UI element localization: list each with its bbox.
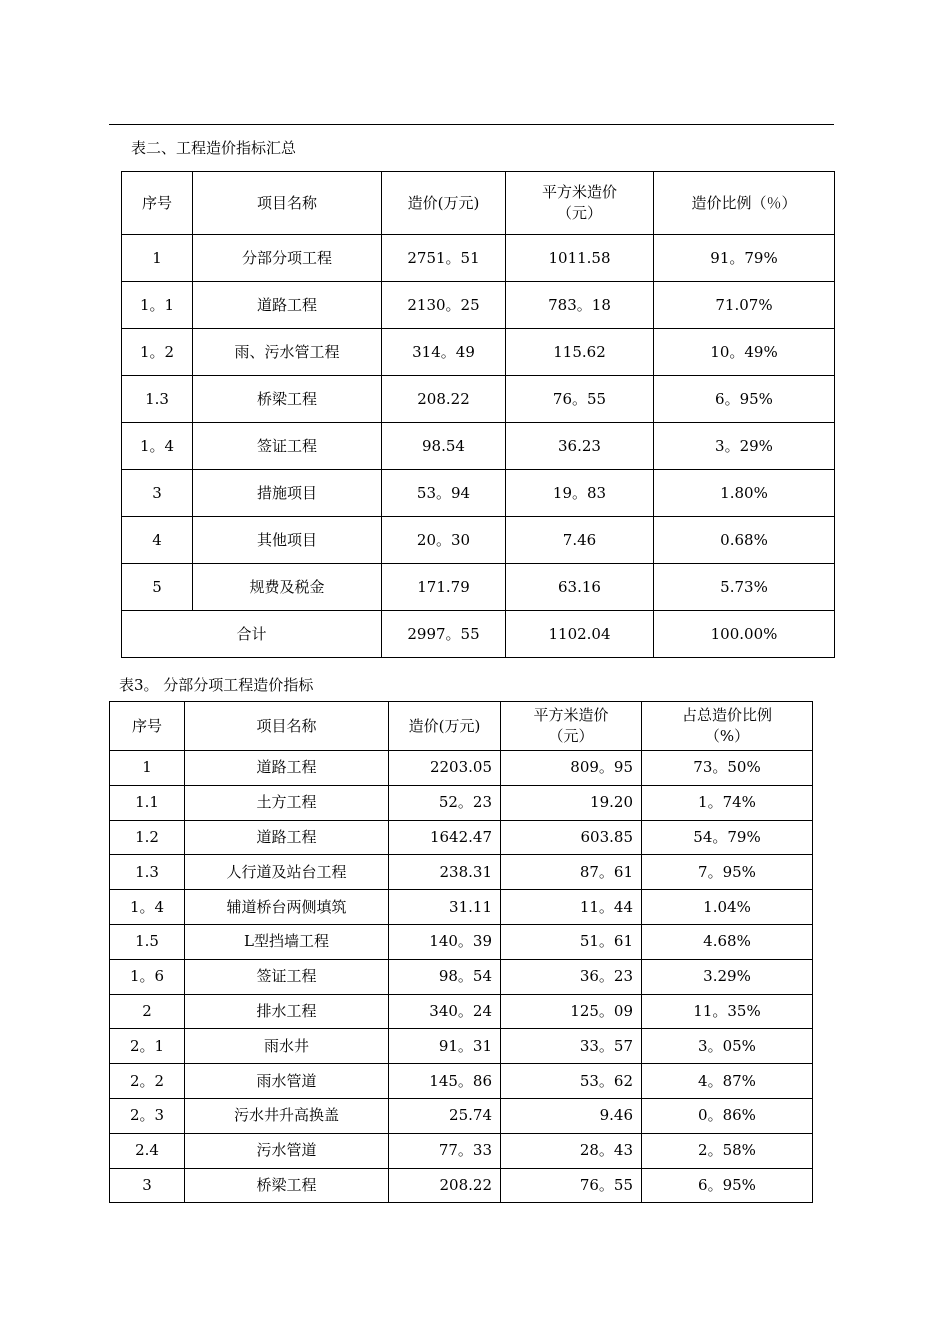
table-row <box>122 282 835 329</box>
table1-caption: 表二、工程造价指标汇总 <box>131 139 297 157</box>
cell-cost: 20。30 <box>382 517 506 564</box>
cell-ratio: 73。50% <box>642 751 813 786</box>
table-total-row <box>122 611 835 658</box>
cell-item-name: 雨水管道 <box>185 1064 389 1099</box>
cell-unit-cost: 783。18 <box>506 282 654 329</box>
cell-index: 1.1 <box>110 785 185 820</box>
cell-unit-cost: 51。61 <box>501 924 642 959</box>
cell-cost: 208.22 <box>382 376 506 423</box>
col-header-unit-cost: 平方米造价 （元） <box>501 702 642 751</box>
table-row <box>110 1168 813 1203</box>
cell-index: 1。6 <box>110 959 185 994</box>
table-row <box>122 564 835 611</box>
cell-index: 2。1 <box>110 1029 185 1064</box>
col-header-item-name: 项目名称 <box>193 172 382 235</box>
cell-unit-cost: 36。23 <box>501 959 642 994</box>
cell-item-name: 道路工程 <box>185 820 389 855</box>
cell-ratio: 3。29% <box>654 423 835 470</box>
cell-item-name: 规费及税金 <box>193 564 382 611</box>
table-row <box>122 235 835 282</box>
table-row <box>110 855 813 890</box>
table-header-row <box>110 702 813 751</box>
cell-unit-cost: 19.20 <box>501 785 642 820</box>
col-header-share-ratio: 占总造价比例 （%） <box>642 702 813 751</box>
cell-unit-cost: 36.23 <box>506 423 654 470</box>
cell-index: 3 <box>122 470 193 517</box>
cell-item-name: 雨水井 <box>185 1029 389 1064</box>
cell-cost: 98.54 <box>382 423 506 470</box>
cell-ratio: 54。79% <box>642 820 813 855</box>
cell-index: 1 <box>122 235 193 282</box>
table-row <box>110 1064 813 1099</box>
cell-unit-cost: 76。55 <box>501 1168 642 1203</box>
cell-ratio: 2。58% <box>642 1133 813 1168</box>
table-row <box>110 1029 813 1064</box>
table-row <box>122 376 835 423</box>
cell-index: 1.5 <box>110 924 185 959</box>
table-row <box>110 994 813 1029</box>
cell-unit-cost: 63.16 <box>506 564 654 611</box>
cell-ratio: 91。79% <box>654 235 835 282</box>
table-row <box>110 785 813 820</box>
table-row <box>110 959 813 994</box>
cell-ratio: 0。86% <box>642 1098 813 1133</box>
sub-item-cost-index-table <box>109 701 813 1203</box>
cell-unit-cost: 33。57 <box>501 1029 642 1064</box>
cell-index: 3 <box>110 1168 185 1203</box>
cell-unit-cost: 115.62 <box>506 329 654 376</box>
table-row <box>122 423 835 470</box>
cell-index: 1 <box>110 751 185 786</box>
cell-unit-cost: 76。55 <box>506 376 654 423</box>
col-header-item-name: 项目名称 <box>185 702 389 751</box>
cell-index: 1.3 <box>110 855 185 890</box>
cell-unit-cost: 53。62 <box>501 1064 642 1099</box>
table-row <box>110 1098 813 1133</box>
table-row <box>110 924 813 959</box>
table-row <box>110 890 813 925</box>
cell-ratio: 10。49% <box>654 329 835 376</box>
cell-cost: 31.11 <box>389 890 501 925</box>
cell-item-name: 排水工程 <box>185 994 389 1029</box>
cell-unit-cost: 11。44 <box>501 890 642 925</box>
cell-ratio: 4.68% <box>642 924 813 959</box>
col-header-cost: 造价(万元) <box>389 702 501 751</box>
cell-cost: 91。31 <box>389 1029 501 1064</box>
cell-cost: 340。24 <box>389 994 501 1029</box>
cell-index: 1。4 <box>110 890 185 925</box>
cell-ratio: 6。95% <box>642 1168 813 1203</box>
cost-index-summary-table <box>121 171 835 658</box>
cell-cost: 2130。25 <box>382 282 506 329</box>
cell-unit-cost: 1011.58 <box>506 235 654 282</box>
cell-cost: 2203.05 <box>389 751 501 786</box>
cell-unit-cost: 603.85 <box>501 820 642 855</box>
col-header-ratio: 造价比例（％） <box>654 172 835 235</box>
total-unit-cost: 1102.04 <box>506 611 654 658</box>
cell-unit-cost: 9.46 <box>501 1098 642 1133</box>
table-row <box>110 751 813 786</box>
col-header-index: 序号 <box>122 172 193 235</box>
cell-item-name: 道路工程 <box>193 282 382 329</box>
cell-item-name: 签证工程 <box>185 959 389 994</box>
cell-item-name: 土方工程 <box>185 785 389 820</box>
cell-index: 1.3 <box>122 376 193 423</box>
cell-index: 5 <box>122 564 193 611</box>
table-row <box>122 517 835 564</box>
cell-unit-cost: 809。95 <box>501 751 642 786</box>
cell-ratio: 6。95% <box>654 376 835 423</box>
cell-index: 2。2 <box>110 1064 185 1099</box>
cell-item-name: 人行道及站台工程 <box>185 855 389 890</box>
cell-cost: 238.31 <box>389 855 501 890</box>
cell-index: 2 <box>110 994 185 1029</box>
cell-index: 2。3 <box>110 1098 185 1133</box>
cell-item-name: 污水井升高换盖 <box>185 1098 389 1133</box>
total-ratio: 100.00% <box>654 611 835 658</box>
cell-cost: 1642.47 <box>389 820 501 855</box>
cell-index: 1。4 <box>122 423 193 470</box>
cell-cost: 208.22 <box>389 1168 501 1203</box>
cell-cost: 77。33 <box>389 1133 501 1168</box>
cell-cost: 171.79 <box>382 564 506 611</box>
cell-index: 1。1 <box>122 282 193 329</box>
total-label: 合计 <box>122 611 382 658</box>
cell-item-name: 措施项目 <box>193 470 382 517</box>
cell-index: 4 <box>122 517 193 564</box>
cell-ratio: 5.73% <box>654 564 835 611</box>
table-row <box>122 470 835 517</box>
cell-unit-cost: 28。43 <box>501 1133 642 1168</box>
cell-index: 1。2 <box>122 329 193 376</box>
table-row <box>122 329 835 376</box>
cell-ratio: 4。87% <box>642 1064 813 1099</box>
header-rule <box>109 124 834 125</box>
cell-index: 1.2 <box>110 820 185 855</box>
cell-item-name: 桥梁工程 <box>185 1168 389 1203</box>
table2-caption: 表3。 分部分项工程造价指标 <box>119 676 314 694</box>
cell-item-name: 桥梁工程 <box>193 376 382 423</box>
cell-ratio: 7。95% <box>642 855 813 890</box>
cell-ratio: 1.80% <box>654 470 835 517</box>
cell-item-name: 其他项目 <box>193 517 382 564</box>
cell-ratio: 3.29% <box>642 959 813 994</box>
cell-item-name: 辅道桥台两侧填筑 <box>185 890 389 925</box>
cell-ratio: 1.04% <box>642 890 813 925</box>
total-cost: 2997。55 <box>382 611 506 658</box>
cell-ratio: 11。35% <box>642 994 813 1029</box>
cell-cost: 140。39 <box>389 924 501 959</box>
cell-unit-cost: 19。83 <box>506 470 654 517</box>
cell-item-name: 道路工程 <box>185 751 389 786</box>
cell-cost: 314。49 <box>382 329 506 376</box>
table-row <box>110 820 813 855</box>
col-header-index: 序号 <box>110 702 185 751</box>
cell-cost: 52。23 <box>389 785 501 820</box>
cell-item-name: 分部分项工程 <box>193 235 382 282</box>
cell-index: 2.4 <box>110 1133 185 1168</box>
cell-cost: 2751。51 <box>382 235 506 282</box>
cell-item-name: 雨、污水管工程 <box>193 329 382 376</box>
cell-cost: 53。94 <box>382 470 506 517</box>
cell-ratio: 1。74% <box>642 785 813 820</box>
cell-unit-cost: 87。61 <box>501 855 642 890</box>
cell-ratio: 0.68% <box>654 517 835 564</box>
cell-ratio: 71.07% <box>654 282 835 329</box>
col-header-cost: 造价(万元) <box>382 172 506 235</box>
cell-unit-cost: 125。09 <box>501 994 642 1029</box>
col-header-unit-cost: 平方米造价 （元） <box>506 172 654 235</box>
cell-cost: 145。86 <box>389 1064 501 1099</box>
cell-unit-cost: 7.46 <box>506 517 654 564</box>
cell-cost: 25.74 <box>389 1098 501 1133</box>
cell-cost: 98。54 <box>389 959 501 994</box>
cell-item-name: 污水管道 <box>185 1133 389 1168</box>
cell-item-name: L型挡墙工程 <box>185 924 389 959</box>
cell-ratio: 3。05% <box>642 1029 813 1064</box>
table-row <box>110 1133 813 1168</box>
table-header-row <box>122 172 835 235</box>
cell-item-name: 签证工程 <box>193 423 382 470</box>
